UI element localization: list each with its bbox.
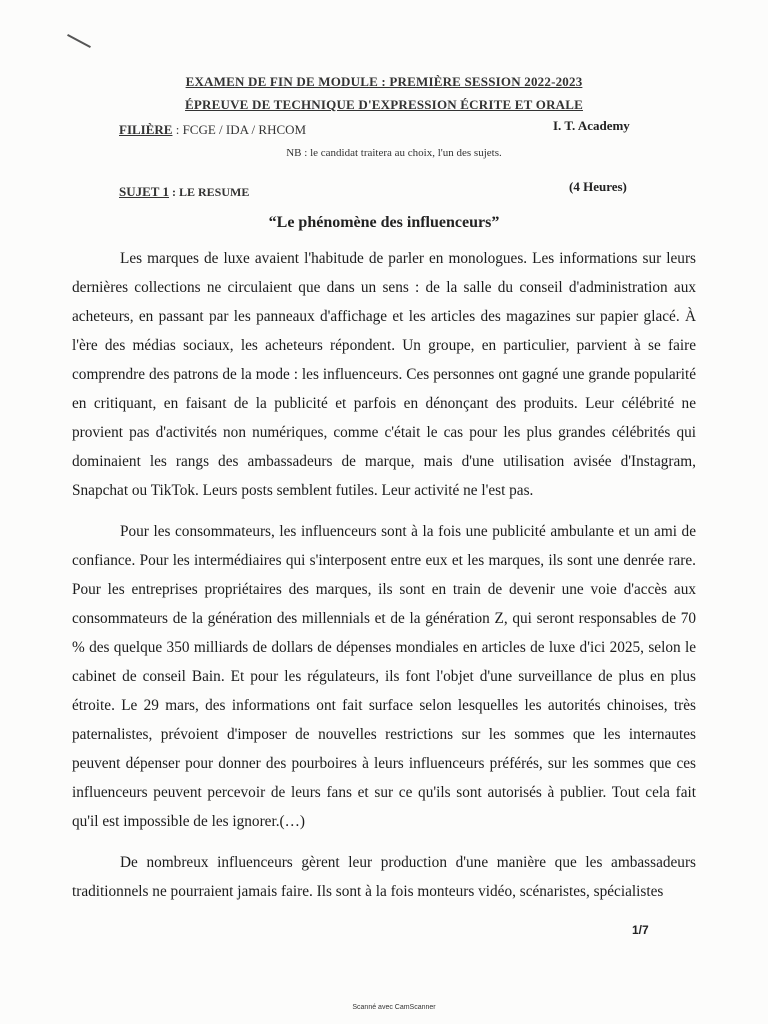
subject-heading [119, 184, 249, 200]
scan-mark [67, 34, 91, 48]
school-name: I. T. Academy [553, 118, 630, 133]
filiere-value: : FCGE / IDA / RHCOM [172, 122, 307, 137]
scanner-footer: Scanné avec CamScanner [352, 1004, 436, 1011]
exam-header-line1: EXAMEN DE FIN DE MODULE : PREMIÈRE SESSION 2022-2023 [185, 74, 583, 89]
text-title: “Le phénomène des influenceurs” [268, 214, 500, 231]
paragraph-3: De nombreux influenceurs gèrent leur production d'une manière que les ambassadeurs traditionnels ne pourraient jamais faire. Ils sont à la fois monteurs vidéo, scénaristes, spécialistes [72, 854, 696, 900]
paragraph-2: Pour les consommateurs, les influenceurs sont à la fois une publicité ambulante et un ami de confiance. Pour les intermédiaires qui s'interposent entre eux et les marques, ils sont une denrée rare. Pour les entreprises propriétaires des marques, ils sont en train de devenir une voie d'accès aux consommateurs de la génération des millennials et de la génération Z, qui seront responsables de 70 % des quelque 350 milliards de dollars de dépenses mondiales en articles de luxe d'ici 2025, selon le cabinet de conseil Bain. Et pour les régulateurs, ils font l'objet d'une surveillance de plus en plus étroite. Le 29 mars, des informations ont fait surface selon lesquelles les autorités chinoises, très paternalistes, prévoient d'imposer de nouvelles restrictions sur les sommes que les internautes peuvent dépenser pour donner des pourboires à leurs influenceurs préférés, sur les sommes que ces influenceurs peuvent percevoir de leurs fans et sur ce qu'ils sont autorisés à publier. Tout cela fait qu'il est impossible de les ignorer.(…) [72, 523, 696, 830]
subject-type: : LE RESUME [168, 185, 250, 199]
nb-note: NB : le candidat traitera au choix, l'un des sujets. [286, 147, 502, 159]
paragraph-1: Les marques de luxe avaient l'habitude de parler en monologues. Les informations sur leurs dernières collections ne circulaient que dans un sens : de la salle du conseil d'administration aux acheteurs, en passant par les panneaux d'affichage et les articles des magazines sur papier glacé. À l'ère des médias sociaux, les acheteurs répondent. Un groupe, en particulier, parvient à se faire comprendre des patrons de la mode : les influenceurs. Ces personnes ont gagné une grande popularité en critiquant, en faisant de la publicité et parfois en dénonçant des produits. Leur célébrité ne provient pas d'activités non numériques, comme c'était le cas pour les plus grandes célébrités qui dominaient les rangs des ambassadeurs de marque, mais d'une utilisation avisée d'Instagram, Snapchat ou TikTok. Leurs posts semblent futiles. Leur activité ne l'est pas. [72, 250, 696, 499]
duration: (4 Heures) [569, 179, 627, 194]
filiere-label: FILIÈRE [119, 122, 173, 137]
page-number: 1/7 [632, 923, 649, 937]
subject-label: SUJET 1 [119, 184, 169, 199]
exam-header-line2: ÉPREUVE DE TECHNIQUE D'EXPRESSION ÉCRITE ET ORALE [185, 97, 583, 112]
text-body [72, 244, 696, 906]
filiere-line [119, 122, 306, 138]
